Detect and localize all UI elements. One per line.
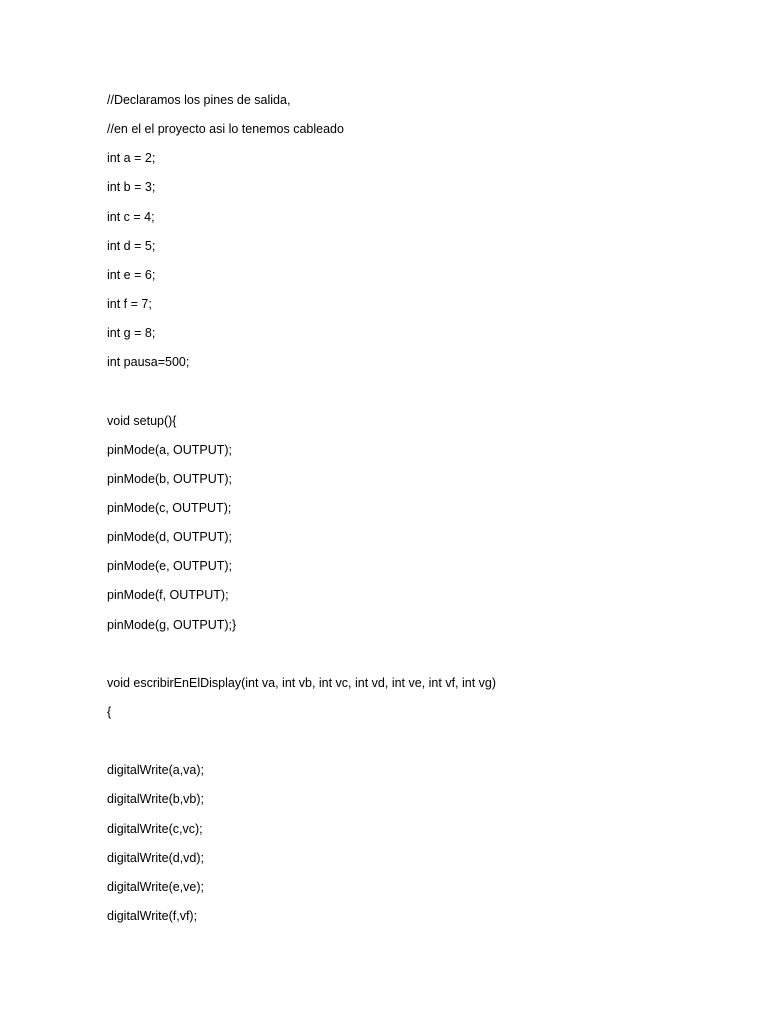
comment-line: //Declaramos los pines de salida, (107, 93, 291, 107)
code-line: pinMode(f, OUTPUT); (107, 588, 229, 603)
code-line: int b = 3; (107, 180, 156, 195)
code-line: pinMode(b, OUTPUT); (107, 471, 233, 486)
code-line: int g = 8; (107, 326, 156, 341)
code-line: digitalWrite(c,vc); (107, 821, 203, 836)
code-line: digitalWrite(f,vf); (107, 908, 198, 923)
code-line: digitalWrite(e,ve); (107, 879, 205, 894)
code-line: pinMode(e, OUTPUT); (107, 559, 233, 574)
code-listing (107, 90, 707, 935)
code-line: digitalWrite(a,va); (107, 763, 205, 778)
code-line: pinMode(g, OUTPUT);} (107, 617, 237, 632)
comment-line: //en el el proyecto asi lo tenemos cableado (107, 122, 344, 137)
code-line: pinMode(c, OUTPUT); (107, 500, 232, 515)
code-line: digitalWrite(d,vd); (107, 850, 205, 865)
code-line: int e = 6; (107, 267, 156, 282)
code-line: int a = 2; (107, 151, 156, 166)
code-line: int pausa=500; (107, 355, 190, 370)
code-line: int c = 4; (107, 209, 155, 224)
blank-line (107, 731, 707, 760)
code-line: void setup(){ (107, 413, 177, 428)
code-line: void escribirEnElDisplay(int va, int vb, int vc, int vd, int ve, int vf, int vg) (107, 675, 497, 690)
code-line: int f = 7; (107, 296, 152, 311)
code-line: digitalWrite(b,vb); (107, 792, 205, 807)
code-line: { (107, 704, 112, 719)
code-line: pinMode(a, OUTPUT); (107, 442, 233, 457)
blank-line (107, 644, 707, 673)
code-line: int d = 5; (107, 238, 156, 253)
blank-line (107, 381, 707, 410)
code-line: pinMode(d, OUTPUT); (107, 530, 233, 545)
